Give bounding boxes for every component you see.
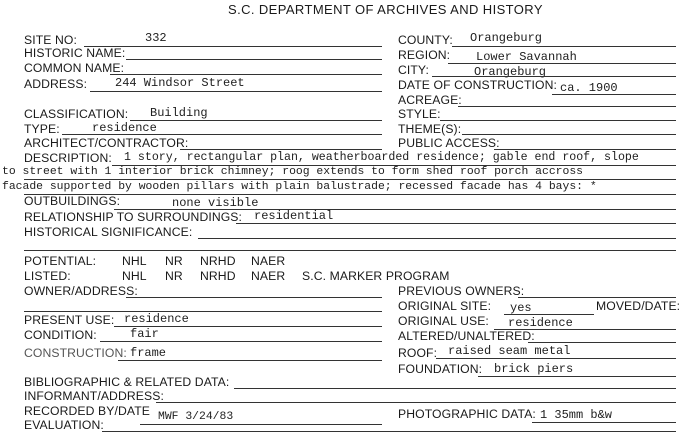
previous-owners-line xyxy=(518,297,676,298)
original-use-value: residence xyxy=(508,316,573,330)
original-site-label: ORIGINAL SITE: xyxy=(398,299,492,313)
public-access-label: PUBLIC ACCESS: xyxy=(398,136,500,150)
county-line xyxy=(452,46,676,47)
region-label: REGION: xyxy=(398,48,451,62)
classification-value: Building xyxy=(150,106,208,120)
evaluation-label: EVALUATION: xyxy=(24,418,104,432)
owner-address-line-2 xyxy=(24,311,382,312)
previous-owners-label: PREVIOUS OWNERS: xyxy=(398,284,525,298)
bibliographic-label: BIBLIOGRAPHIC & RELATED DATA: xyxy=(24,375,230,389)
significance-line-2 xyxy=(24,250,676,251)
potential-nr[interactable]: NR xyxy=(165,254,183,268)
condition-line xyxy=(100,341,382,342)
original-use-label: ORIGINAL USE: xyxy=(398,314,489,328)
description-line-1: 1 story, rectangular plan, weatherboarded residence; gable end roof, slope xyxy=(124,151,639,164)
owner-address-line xyxy=(126,297,382,298)
acreage-line xyxy=(458,106,676,107)
potential-nhl[interactable]: NHL xyxy=(122,254,147,268)
region-line xyxy=(448,63,676,64)
acreage-label: ACREAGE: xyxy=(398,93,462,107)
recorded-by-line xyxy=(140,424,382,425)
relationship-value: residential xyxy=(254,209,334,223)
photographic-line xyxy=(532,422,676,423)
city-label: CITY: xyxy=(398,63,429,77)
listed-nhl[interactable]: NHL xyxy=(122,269,147,283)
date-construction-value: ca. 1900 xyxy=(560,81,618,95)
architect-label: ARCHITECT/CONTRACTOR: xyxy=(24,136,189,150)
themes-label: THEME(S): xyxy=(398,122,462,136)
date-construction-label: DATE OF CONSTRUCTION: xyxy=(398,78,557,92)
present-use-label: PRESENT USE: xyxy=(24,313,115,327)
common-name-line xyxy=(110,74,382,75)
classification-line xyxy=(130,120,382,121)
description-line-3: facade supported by wooden pillars with plain balustrade; recessed facade has 4 bays: * xyxy=(2,181,597,193)
potential-nrhd[interactable]: NRHD xyxy=(200,254,236,268)
address-label: ADDRESS: xyxy=(24,77,88,91)
address-line xyxy=(90,91,382,92)
foundation-line xyxy=(478,376,676,377)
type-value: residence xyxy=(92,121,157,135)
foundation-label: FOUNDATION: xyxy=(398,362,483,376)
informant-label: INFORMANT/ADDRESS: xyxy=(24,389,164,403)
city-line xyxy=(432,76,676,77)
architect-line xyxy=(180,149,382,150)
listed-naer[interactable]: NAER xyxy=(251,269,286,283)
county-label: COUNTY: xyxy=(398,33,453,47)
style-label: STYLE: xyxy=(398,107,441,121)
photographic-value: 1 35mm b&w xyxy=(540,408,613,422)
description-label: DESCRIPTION: xyxy=(24,151,112,165)
significance-label: HISTORICAL SIGNIFICANCE: xyxy=(24,225,193,239)
altered-label: ALTERED/UNALTERED: xyxy=(398,329,535,343)
type-line xyxy=(62,134,382,135)
county-value: Orangeburg xyxy=(470,31,543,45)
recorded-by-label: RECORDED BY/DATE xyxy=(24,404,150,418)
condition-value: fair xyxy=(130,327,159,341)
informant-line xyxy=(156,402,676,403)
form-title: S.C. DEPARTMENT OF ARCHIVES AND HISTORY xyxy=(228,2,543,17)
condition-label: CONDITION: xyxy=(24,328,97,342)
site-no-value: 332 xyxy=(145,31,167,45)
photographic-label: PHOTOGRAPHIC DATA: xyxy=(398,407,536,421)
relationship-label: RELATIONSHIP TO SURROUNDINGS: xyxy=(24,210,243,224)
significance-line xyxy=(198,238,676,239)
roof-label: ROOF: xyxy=(398,346,438,360)
bibliographic-line xyxy=(234,388,676,389)
classification-label: CLASSIFICATION: xyxy=(24,107,129,121)
roof-value: raised seam metal xyxy=(448,344,571,358)
construction-line xyxy=(118,360,382,361)
original-site-line xyxy=(504,314,594,315)
present-use-value: residence xyxy=(124,312,189,326)
potential-naer[interactable]: NAER xyxy=(251,254,286,268)
date-construction-line xyxy=(552,94,676,95)
roof-line xyxy=(436,358,676,359)
site-no-label: SITE NO: xyxy=(24,33,77,47)
original-site-value: yes xyxy=(510,301,532,315)
listed-label: LISTED: xyxy=(24,269,71,283)
evaluation-line xyxy=(102,431,676,432)
sc-marker-program[interactable]: S.C. MARKER PROGRAM xyxy=(302,269,450,283)
themes-line xyxy=(462,134,676,135)
altered-line xyxy=(528,342,676,343)
style-line xyxy=(440,120,676,121)
outbuildings-value: none visible xyxy=(172,196,259,210)
moved-date-label: MOVED/DATE: xyxy=(596,299,681,313)
description-rule-3 xyxy=(24,194,676,195)
listed-nrhd[interactable]: NRHD xyxy=(200,269,236,283)
construction-label: CONSTRUCTION: xyxy=(24,346,127,360)
type-label: TYPE: xyxy=(24,122,60,136)
site-no-line xyxy=(84,46,382,47)
listed-nr[interactable]: NR xyxy=(165,269,183,283)
outbuildings-label: OUTBUILDINGS: xyxy=(24,194,121,208)
owner-address-label: OWNER/ADDRESS: xyxy=(24,284,138,298)
common-name-label: COMMON NAME: xyxy=(24,61,125,75)
description-line-2: to street with 1 interior brick chimney; roog extends to form shed roof porch accross xyxy=(2,166,584,178)
public-access-line xyxy=(494,149,676,150)
historic-name-label: HISTORIC NAME: xyxy=(24,46,126,60)
city-value: Orangeburg xyxy=(474,65,547,79)
recorded-by-value: MWF 3/24/83 xyxy=(158,411,234,423)
foundation-value: brick piers xyxy=(494,362,574,376)
relationship-line xyxy=(236,223,676,224)
region-value: Lower Savannah xyxy=(476,50,577,64)
construction-value: frame xyxy=(130,346,167,360)
historic-name-line xyxy=(126,59,382,60)
address-value: 244 Windsor Street xyxy=(115,76,245,90)
potential-label: POTENTIAL: xyxy=(24,254,97,268)
